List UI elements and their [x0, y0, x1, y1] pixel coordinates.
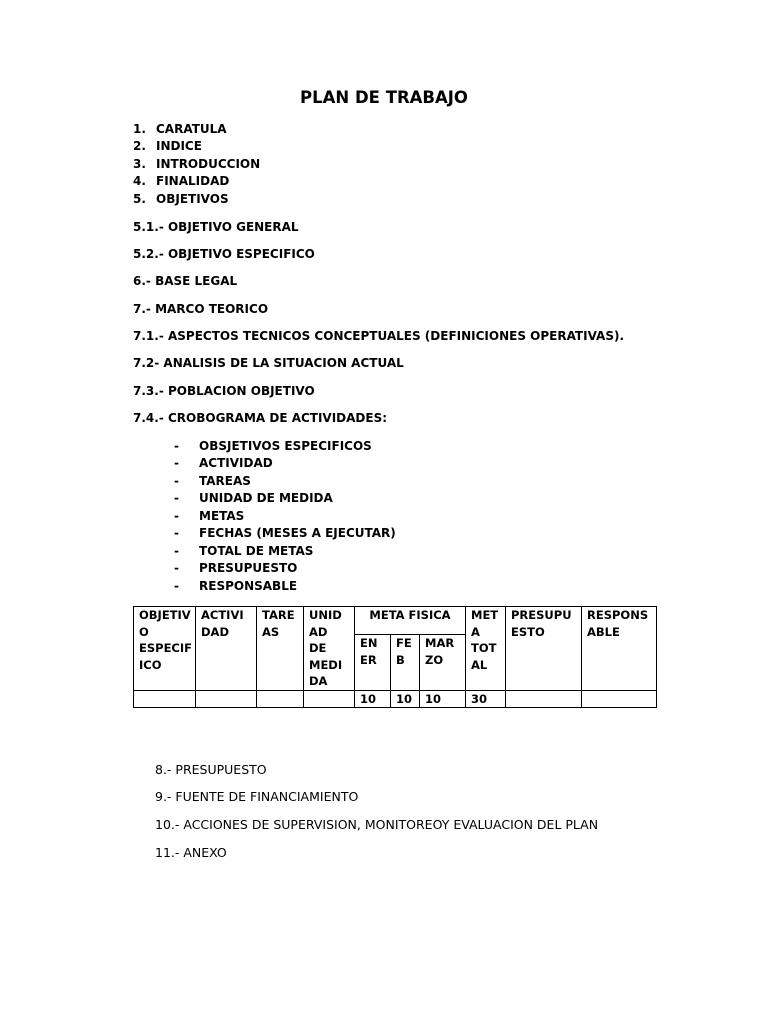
bullet-dash: - — [174, 579, 179, 593]
bullet-item — [174, 526, 396, 540]
header-text: UNID — [309, 608, 342, 622]
bullet-dash: - — [174, 544, 179, 558]
section-heading: 7.1.- ASPECTOS TECNICOS CONCEPTUALES (DEFINICIONES OPERATIVAS). — [133, 329, 625, 343]
section-heading: 7.2- ANALISIS DE LA SITUACION ACTUAL — [133, 356, 404, 370]
closing-section: 10.- ACCIONES DE SUPERVISION, MONITOREOY EVALUACION DEL PLAN — [155, 817, 599, 832]
bullet-item — [174, 561, 297, 575]
closing-section: 8.- PRESUPUESTO — [155, 762, 267, 777]
header-text: MAR — [425, 636, 455, 651]
bullet-label: PRESUPUESTO — [199, 561, 298, 575]
header-text: ESPECIF — [139, 641, 192, 655]
list-label: OBJETIVOS — [156, 192, 229, 206]
header-marzo — [420, 635, 466, 690]
header-text: DE — [309, 641, 327, 655]
cell-enero: 10 — [355, 690, 391, 708]
bullet-dash: - — [174, 561, 179, 575]
header-text: TARE — [262, 608, 295, 622]
bullet-item — [174, 544, 313, 558]
section-heading: 5.2.- OBJETIVO ESPECIFICO — [133, 247, 315, 261]
cell-objetivo — [134, 690, 196, 708]
bullet-label: OBSJETIVOS ESPECIFICOS — [199, 439, 372, 453]
numbered-item-4 — [133, 174, 229, 188]
section-heading: 5.1.- OBJETIVO GENERAL — [133, 220, 299, 234]
header-text: ZO — [425, 652, 444, 667]
section-heading: 7.- MARCO TEORICO — [133, 302, 269, 316]
bullet-item — [174, 491, 333, 505]
bullet-item — [174, 474, 251, 488]
header-text: PRESUPU — [511, 608, 572, 622]
header-tareas — [257, 607, 304, 691]
header-text: FE — [396, 636, 412, 651]
bullet-label: RESPONSABLE — [199, 579, 298, 593]
header-text: AD — [309, 624, 328, 639]
bullet-label: ACTIVIDAD — [199, 456, 273, 470]
header-text: O — [139, 624, 149, 639]
header-meta-total — [466, 607, 506, 691]
cell-meta-total: 30 — [466, 690, 506, 708]
header-text: MEDI — [309, 657, 343, 672]
numbered-item-5 — [133, 192, 229, 206]
section-heading: 6.- BASE LEGAL — [133, 274, 238, 288]
header-text: OBJETIV — [139, 608, 191, 622]
header-responsable — [582, 607, 657, 691]
list-number: 2. — [133, 139, 146, 153]
header-text: ACTIVI — [201, 608, 244, 622]
bullet-dash: - — [174, 439, 179, 453]
header-objetivo-especifico — [134, 607, 196, 691]
bullet-label: METAS — [199, 509, 245, 523]
header-text: ICO — [139, 657, 162, 672]
bullet-dash: - — [174, 526, 179, 540]
list-number: 1. — [133, 122, 146, 136]
header-text: ESTO — [511, 624, 545, 639]
header-meta-fisica: META FISICA — [355, 607, 466, 635]
page-title: PLAN DE TRABAJO — [300, 88, 468, 107]
closing-section: 11.- ANEXO — [155, 845, 227, 860]
header-text: AS — [262, 624, 280, 639]
cell-actividad — [196, 690, 257, 708]
cell-unidad — [304, 690, 355, 708]
header-text: EN — [360, 636, 378, 651]
list-label: INTRODUCCION — [156, 157, 261, 171]
list-number: 4. — [133, 174, 146, 188]
bullet-dash: - — [174, 509, 179, 523]
header-text: AL — [471, 657, 488, 672]
table-row — [134, 690, 657, 708]
activity-schedule-table — [133, 606, 657, 708]
header-presupuesto — [506, 607, 582, 691]
header-unidad-de-medida — [304, 607, 355, 691]
bullet-dash: - — [174, 456, 179, 470]
section-heading: 7.3.- POBLACION OBJETIVO — [133, 384, 315, 398]
bullet-item — [174, 439, 372, 453]
header-text: TOT — [471, 641, 497, 655]
bullet-item — [174, 509, 244, 523]
section-heading: 7.4.- CROBOGRAMA DE ACTIVIDADES: — [133, 411, 388, 425]
numbered-item-3 — [133, 157, 260, 171]
cell-responsable — [582, 690, 657, 708]
header-text: DAD — [201, 624, 229, 639]
bullet-dash: - — [174, 474, 179, 488]
bullet-label: TAREAS — [199, 474, 251, 488]
header-text: DA — [309, 674, 328, 688]
header-text: B — [396, 652, 405, 667]
header-enero — [355, 635, 391, 690]
list-label: INDICE — [156, 139, 202, 153]
cell-tareas — [257, 690, 304, 708]
header-actividad — [196, 607, 257, 691]
header-text: MET — [471, 608, 499, 622]
bullet-label: TOTAL DE METAS — [199, 544, 314, 558]
bullet-item — [174, 579, 297, 593]
table-header-row-1 — [134, 607, 657, 635]
list-label: FINALIDAD — [156, 174, 230, 188]
bullet-item — [174, 456, 273, 470]
header-text: RESPONS — [587, 608, 649, 622]
numbered-item-1 — [133, 122, 227, 136]
cell-febrero: 10 — [391, 690, 420, 708]
bullet-label: UNIDAD DE MEDIDA — [199, 491, 333, 505]
closing-section: 9.- FUENTE DE FINANCIAMIENTO — [155, 789, 359, 804]
cell-marzo: 10 — [420, 690, 466, 708]
numbered-item-2 — [133, 139, 202, 153]
header-text: ER — [360, 652, 377, 667]
bullet-label: FECHAS (MESES A EJECUTAR) — [199, 526, 396, 540]
cell-presupuesto — [506, 690, 582, 708]
list-label: CARATULA — [156, 122, 227, 136]
list-number: 5. — [133, 192, 146, 206]
bullet-dash: - — [174, 491, 179, 505]
header-text: ABLE — [587, 624, 620, 639]
list-number: 3. — [133, 157, 146, 171]
header-text: A — [471, 624, 480, 639]
header-febrero — [391, 635, 420, 690]
